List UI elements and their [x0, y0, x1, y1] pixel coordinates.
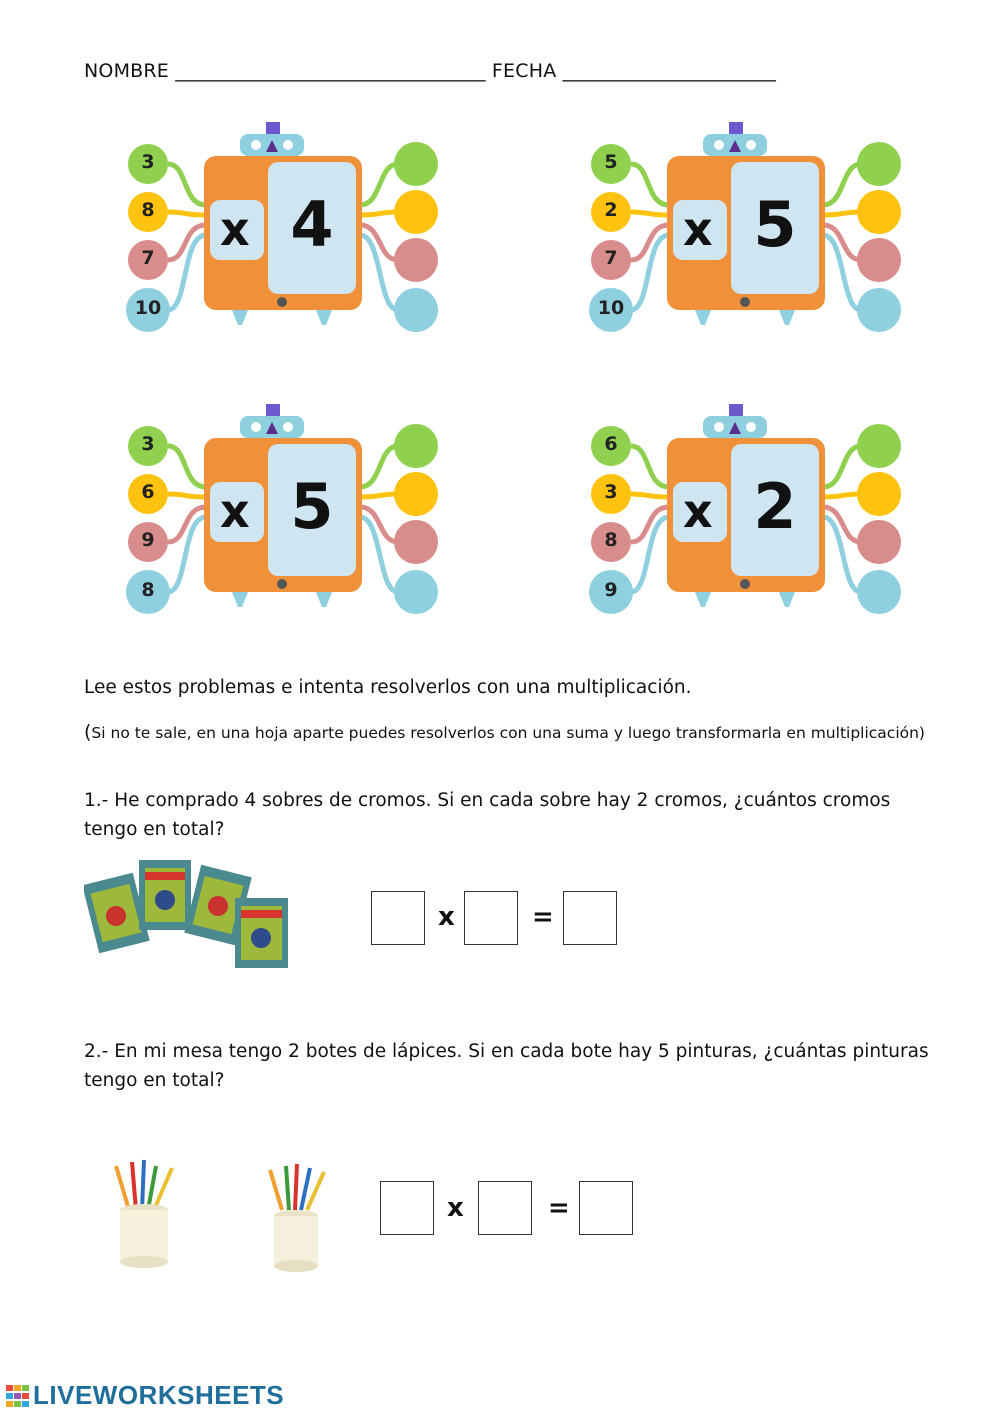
answer-slot[interactable] — [394, 238, 438, 282]
input-number: 9 — [141, 529, 155, 551]
answer-slot[interactable] — [857, 190, 901, 234]
answer-slot[interactable] — [394, 288, 438, 332]
date-label: FECHA — [491, 60, 557, 82]
answer-slot[interactable] — [394, 472, 438, 516]
brand-footer: LIVEWORKSHEETS — [33, 1380, 285, 1410]
answer-box-1b[interactable] — [464, 891, 518, 945]
sticker-pack — [139, 860, 191, 930]
answer-box-1c[interactable] — [563, 891, 617, 945]
pencil-cup — [116, 1160, 172, 1268]
answer-slot[interactable] — [394, 570, 438, 614]
multiplier-number: 2 — [753, 470, 797, 543]
instructions-note — [84, 720, 934, 745]
problem-2-text: 2.- En mi mesa tengo 2 botes de lápices. Si en cada bote hay 5 pinturas, ¿cuántas pinturas tengo en total? — [84, 1041, 929, 1091]
input-number: 3 — [604, 481, 618, 503]
note-text: Si no te sale, en una hoja aparte puedes resolverlos con una suma y luego transformarla en multiplicación) — [91, 724, 925, 742]
input-number: 9 — [604, 579, 618, 601]
equals-sign: = — [548, 1193, 570, 1223]
robot-3 — [120, 402, 450, 617]
input-number: 8 — [141, 579, 155, 601]
instructions-text: Lee estos problemas e intenta resolverlos con una multiplicación. — [84, 677, 692, 698]
input-number: 10 — [597, 297, 625, 319]
answer-slot[interactable] — [857, 288, 901, 332]
answer-box-1a[interactable] — [371, 891, 425, 945]
input-number: 7 — [141, 247, 155, 269]
name-line[interactable]: ________________________________ — [175, 60, 486, 82]
answer-slot[interactable] — [394, 190, 438, 234]
sticker-packs-image — [84, 858, 294, 973]
answer-box-2c[interactable] — [579, 1181, 633, 1235]
answer-slot[interactable] — [857, 238, 901, 282]
answer-box-2a[interactable] — [380, 1181, 434, 1235]
equals-sign: = — [532, 902, 554, 932]
times-operator: x — [683, 202, 713, 256]
answer-slot[interactable] — [857, 520, 901, 564]
times-operator: x — [220, 202, 250, 256]
answer-slot[interactable] — [857, 472, 901, 516]
note-paren: ( — [84, 721, 92, 743]
answer-slot[interactable] — [394, 520, 438, 564]
input-number: 3 — [141, 433, 155, 455]
answer-slot[interactable] — [394, 142, 438, 186]
liveworksheets-logo-icon — [6, 1385, 30, 1407]
date-line[interactable]: ______________________ — [562, 60, 777, 82]
name-date-header — [84, 60, 776, 82]
times-sign: x — [438, 902, 455, 932]
answer-slot[interactable] — [394, 424, 438, 468]
input-number: 7 — [604, 247, 618, 269]
input-number: 6 — [604, 433, 618, 455]
multiplier-number: 4 — [290, 188, 334, 261]
answer-slot[interactable] — [857, 424, 901, 468]
times-operator: x — [683, 484, 713, 538]
input-number: 3 — [141, 151, 155, 173]
sticker-pack — [235, 898, 288, 968]
pencil-cup — [270, 1164, 324, 1272]
answer-slot[interactable] — [857, 142, 901, 186]
multiplier-number: 5 — [753, 188, 797, 261]
input-number: 8 — [141, 199, 155, 221]
robot-4 — [583, 402, 913, 617]
input-number: 6 — [141, 481, 155, 503]
problem-1-text: 1.- He comprado 4 sobres de cromos. Si en cada sobre hay 2 cromos, ¿cuántos cromos tengo en total? — [84, 790, 891, 840]
input-number: 2 — [604, 199, 618, 221]
multiplier-number: 5 — [290, 470, 334, 543]
times-sign: x — [447, 1193, 464, 1223]
input-number: 5 — [604, 151, 618, 173]
robot-2 — [583, 120, 913, 335]
input-number: 8 — [604, 529, 618, 551]
name-label: NOMBRE — [84, 60, 170, 82]
answer-slot[interactable] — [857, 570, 901, 614]
answer-box-2b[interactable] — [478, 1181, 532, 1235]
robot-1 — [120, 120, 450, 335]
pencil-cups-image — [84, 1148, 404, 1278]
times-operator: x — [220, 484, 250, 538]
input-number: 10 — [134, 297, 162, 319]
